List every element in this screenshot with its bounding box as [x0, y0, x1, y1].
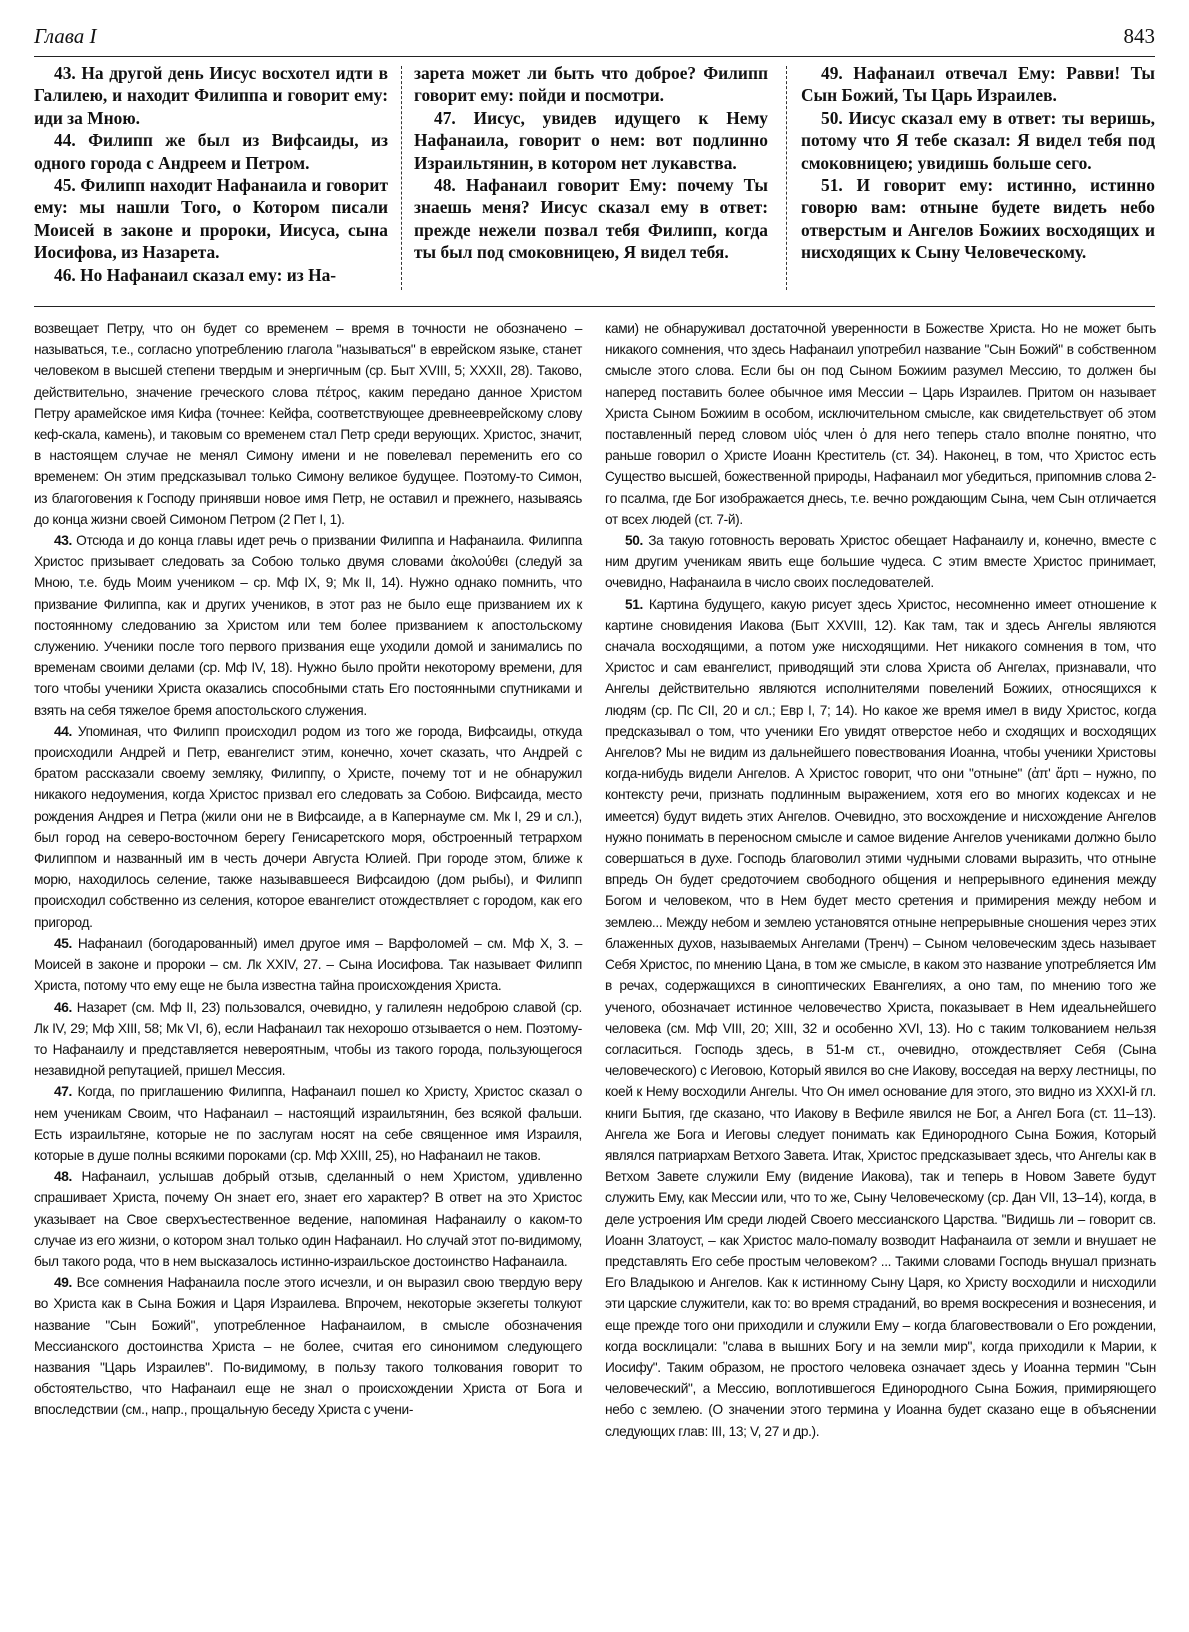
commentary-paragraph	[34, 933, 582, 997]
commentary-text: Нафанаил (богодарованный) имел другое имя – Варфоломей – см. Мф X, 3. – Моисей в законе и пророки – см. Лк XXIV, 27. – Сына Иосифова. Так называет Филипп Христа, потому что ему еще не была известна тайна происхождения Христа.	[34, 935, 583, 994]
commentary-text: Упоминая, что Филипп происходил родом из того же города, Вифсаиды, откуда происходили Андрей и Петр, евангелист этим, конечно, хочет сказать, что Андрей с братом рассказали своему земляку, Филиппу, о Христе, почему тот и не обнаружил никакого недоумения, когда Христос призвал его следовать за Собою. Вифсаида, место рождения Андрея и Петра (жили они не в Вифсаиде, а в Капернауме см. Мк I, 29 и сл.), был город на северо-восточном берегу Генисаретского моря, обстроенный тетрархом Филиппом и названный им в честь дочери Августа Юлией. При городе этом, ближе к морю, находилось селение, также называвшееся Вифсаидою (дом рыбы), и Филипп происходил собственно из селения, которое евангелист отождествляет с городом, как его пригород.	[34, 723, 583, 930]
commentary-text: За такую готовность веровать Христос обещает Нафанаилу и, конечно, вместе с ним другим ученикам явить еще большие чудеса. С этим вместе Христос принимает, очевидно, Нафанаила в число своих последователей.	[605, 533, 1156, 591]
verse-reference-number: 51.	[625, 596, 643, 612]
page-header	[34, 24, 1155, 52]
verse-column-3	[801, 62, 1155, 264]
commentary-column-right	[605, 318, 1156, 1442]
verse-reference-number: 45.	[54, 935, 72, 951]
verse-46-continued: зарета может ли быть что доброе? Филипп говорит ему: пойди и посмотри.	[414, 63, 768, 106]
commentary-paragraph	[34, 1166, 582, 1272]
verse-50: 50. Иисус сказал ему в ответ: ты веришь, потому что Я тебе сказал: Я видел тебя под смоковницею; увидишь больше сего.	[801, 107, 1155, 173]
commentary-text: ками) не обнаруживал достаточной уверенности в Божестве Христа. Но не может быть никакого сомнения, что здесь Нафанаил употребил название "Сын Божий" в собственном смысле этого слова. Если бы он под Сыном Божиим разумел Мессию, то должен бы наперед поставить более обычное имя Мессии – Царь Израилев. Притом он называет Христа Сыном Божиим в особом, исключительном смысле, как свидетельствует об этом поставленный перед словом υἱός член ὁ для него теперь стало вполне понятно, что раньше говорил о Христе Иоанн Креститель (ст. 34). Наконец, в том, что Христос есть Существо высшей, божественной природы, Нафанаил мог убедиться, припомнив слова 2-го псалма, где Бог изображается днесь, т.е. вечно рождающим Сына, чем Сын отличается от всех людей (ст. 7-й).	[605, 321, 1156, 527]
verse-47: 47. Иисус, увидев идущего к Нему Нафанаила, говорит о нем: вот подлинно Израильтянин, в котором нет лукавства.	[414, 107, 768, 173]
header-rule	[34, 56, 1155, 57]
commentary-paragraph	[605, 594, 1156, 1442]
verse-reference-number: 50.	[625, 533, 643, 549]
verse-44: 44. Филипп же был из Вифсаиды, из одного города с Андреем и Петром.	[34, 130, 388, 173]
verse-48: 48. Нафанаил говорит Ему: почему Ты знаешь меня? Иисус сказал ему в ответ: прежде нежели позвал тебя Филипп, когда ты был под смоковницею, Я видел тебя.	[414, 175, 768, 263]
verse-column-1	[34, 62, 388, 286]
commentary-text: Картина будущего, какую рисует здесь Христос, несомненно имеет отношение к картине сновидения Иакова (Быт XXVIII, 12). Как там, так и здесь Ангелы являются сначала восходящими, а потом уже нисходящими. Нет никакого сомнения в том, что Христос и сам евангелист, приводящий эти слова Христа об Ангелах, признавали, что Ангелы действительно являются исполнителями повелений Божиих, относящихся к людям (ср. Пс CII, 20 и сл.; Евр I, 7; 14). Но какое же время имел в виду Христос, когда предсказывал о том, что ученики Его увидят отверстое небо и сходящих и восходящих Ангелов? Мы не видим из дальнейшего повествования Иоанна, чтобы ученики Христовы когда-нибудь видели Ангелов. А Христос говорит, что они "отныне" (ἀπ' ἄρτι – нужно, по контексту речи, признать подлинным выражением, хотя его во многих кодексах и не имеется) будут видеть этих Ангелов. Очевидно, это восхождение и нисхождение Ангелов нужно понимать в переносном смысле и самое видение Ангелов учениками должно было совершаться в духе. Господь благоволил этими чудными словами выразить, что отныне впредь Он будет средоточием свободного общения и непрерывного единения между Богом и человеком, что в Нем будет место сретения и примирения между небом и землею... Между небом и землею установятся отныне непрерывные сношения через этих блаженных духов, называемых Ангелами (Тренч) – Сыном человеческим здесь называет Себя Христос, по мнению Цана, в том же смысле, в каком это название употребляется Им в речах, содержащихся в синоптических Евангелиях, а оно там, по мнению того же ученого, обозначает истинное человечество Христа, показывает в Нем идеальнейшего человека (см. Мф VIII, 20; XIII, 32 и особенно XVI, 13). Но с таким толкованием нельзя согласиться. Господь здесь, в 51-м ст., очевидно, отождествляет Себя (Сына человеческого) с Иеговою, Который явился во сне Иакову, восседая на верху лестницы, по коей к Нему восходили Ангелы. Что Он имел основание для этого, это видно из XXXI-й гл. книги Бытия, где сказано, что Иакову в Вефиле явился не Бог, а Ангел Бога (ст. 11–13). Ангела же Бога и Иеговы следует понимать как Единородного Сына Божия, Который являлся патриархам Ветхого Завета. Итак, Христос предсказывает здесь, что Ангелы как в Ветхом Завете служили Ему (видение Иакова), так и теперь в Новом Завете будут служить Ему, как Мессии или, что то же, Сыну Человеческому (ср. Дан VII, 13–14), когда, в деле устроения Им среди людей Своего мессианского Царства. "Видишь ли – говорит св. Иоанн Златоуст, – как Христос мало-помалу возводит Нафанаила от земли и внушает не представлять Его себе простым человеком? ... Такими словами Господь внушал признать Его Владыкою и Ангелов. Как к истинному Сыну Царя, ко Христу восходили и нисходили эти царские служители, как то: во время страданий, во время воскресения и вознесения, и еще прежде того они приходили и служили Ему – когда благовествовали о Его рождении, когда восклицали: "слава в вышних Богу и на земли мир", когда приходили к Марии, к Иосифу". Таким образом, не простого человека означает здесь у Иоанна термин "Сын человеческий", а Мессию, воплотившегося Единородного Сына Божия, примиряющего небо с землею. (О значении этого термина у Иоанна будет сказано еще в объяснении следующих глав: III, 13; V, 27 и др.).	[605, 596, 1157, 1439]
verse-column-2	[414, 62, 768, 264]
verse-reference-number: 46.	[54, 999, 72, 1015]
chapter-title: Глава I	[34, 24, 97, 48]
verse-reference-number: 43.	[54, 533, 72, 549]
commentary-text: Нафанаил, услышав добрый отзыв, сделанный о нем Христом, удивленно спрашивает Христа, почему Он знает его, знает его характер? В ответ на это Христос указывает на Свое сверхъестественное ведение, напоминая Нафанаилу о каком-то случае из его жизни, о котором знал только один Нафанаил. Но случай этот по-видимому, был такого рода, что в нем высказалось истинно-израильское достоинство Нафанаила.	[34, 1169, 583, 1269]
column-separator	[786, 66, 787, 290]
commentary-column-left	[34, 318, 582, 1421]
verse-51: 51. И говорит ему: истинно, истинно говорю вам: отныне будете видеть небо отверстым и Ангелов Божиих восходящих и нисходящих к Сыну Человеческому.	[801, 175, 1155, 263]
verse-43: 43. На другой день Иисус восхотел идти в Галилею, и находит Филиппа и говорит ему: иди за Мною.	[34, 63, 388, 128]
commentary-paragraph	[34, 1081, 582, 1166]
commentary-text: возвещает Петру, что он будет со временем – время в точности не обозначено – называться, т.е., согласно употреблению глагола "называться" в еврейском языке, станет человеком в высшей степени твердым и энергичным (ср. Быт XVIII, 5; XXXII, 28). Таково, действительно, значение греческого слова πέτρος, каким передано данное Христом Петру арамейское имя Кифа (точнее: Кейфа, соответствующее древнееврейскому слову кеф-скала, камень), и таковым со временем стал Петр среди верующих. Христос, значит, в настоящем случае не менял Симону имени и не повелевал переменить его со временем: Он этим предсказывал только Симону великое будущее. Поэтому-то Симон, из благоговения к Господу принявши новое имя Петр, не оставил и прежнего, называясь до конца жизни своей Симоном Петром (2 Пет I, 1).	[34, 321, 582, 527]
commentary-text: Отсюда и до конца главы идет речь о призвании Филиппа и Нафанаила. Филиппа Христос призывает следовать за Собою только двумя словами ἀκολούθει (следуй за Мною, т.е. будь Моим учеником – ср. Мф IX, 9; Мк II, 14). Нужно однако помнить, что призвание Филиппа, как и других учеников, в этот раз не было еще призванием их к постоянному следованию за Христом или тем более призванием к апостольскому служению. Ученики после того первого призвания еще уходили домой и занимались по временам своими делами (ср. Мф IV, 18). Нужно было пройти некоторому времени, для того чтобы ученики Христа оказались способными стать Его постоянными спутниками и взять на себя тяжелое бремя апостольского служения.	[34, 533, 582, 718]
page-number: 843	[1123, 24, 1155, 48]
commentary-text: Назарет (см. Мф II, 23) пользовался, очевидно, у галилеян недоброю славой (ср. Лк IV, 29; Мф XIII, 58; Мк VI, 6), если Нафанаил так нехорошо отзывается о нем. Поэтому-то Нафанаилу и представляется невероятным, чтобы из такого города, пользующегося незавидной репутацией, пришел Мессия.	[34, 999, 583, 1079]
scripture-verses	[34, 62, 1155, 292]
verse-reference-number: 47.	[54, 1084, 72, 1100]
verse-reference-number: 49.	[54, 1275, 72, 1291]
commentary-paragraph	[34, 530, 582, 721]
verse-46: 46. Но Нафанаил сказал ему: из На-	[54, 264, 337, 285]
commentary-paragraph	[34, 721, 582, 933]
verse-reference-number: 44.	[54, 723, 72, 739]
verse-reference-number: 48.	[54, 1169, 72, 1185]
section-rule	[34, 306, 1155, 307]
commentary-paragraph	[34, 997, 582, 1082]
verse-45: 45. Филипп находит Нафанаила и говорит ему: мы нашли Того, о Котором писали Моисей в законе и пророки, Иисуса, сына Иосифова, из Назарета.	[34, 175, 388, 263]
verse-49: 49. Нафанаил отвечал Ему: Равви! Ты Сын Божий, Ты Царь Израилев.	[801, 63, 1155, 106]
commentary-paragraph	[605, 318, 1156, 530]
commentary-text: Все сомнения Нафанаила после этого исчезли, и он выразил свою твердую веру во Христа как в Сына Божия и Царя Израилева. Впрочем, некоторые экзегеты толкуют название "Сын Божий", употребленное Нафанаилом, в смысле обозначения Мессианского достоинства Христа – не более, считая его синонимом следующего названия "Царь Израилев". По-видимому, в пользу такого толкования говорит то обстоятельство, что Нафанаил еще не знал о происхождении Христа от Бога и впоследствии (см., напр., прощальную беседу Христа с учени-	[34, 1275, 582, 1418]
commentary-paragraph	[605, 530, 1156, 594]
commentary-paragraph	[34, 1272, 582, 1420]
commentary-paragraph	[34, 318, 582, 530]
commentary-text: Когда, по приглашению Филиппа, Нафанаил пошел ко Христу, Христос сказал о нем ученикам Своим, что Нафанаил – настоящий израильтянин, без всякой фальши. Есть израильтяне, которые не по заслугам носят на себе священное имя Израиля, которые в душе полны всякими пороками (ср. Мф XXIII, 25), но Нафанаил не таков.	[34, 1084, 583, 1163]
column-separator	[401, 66, 402, 290]
